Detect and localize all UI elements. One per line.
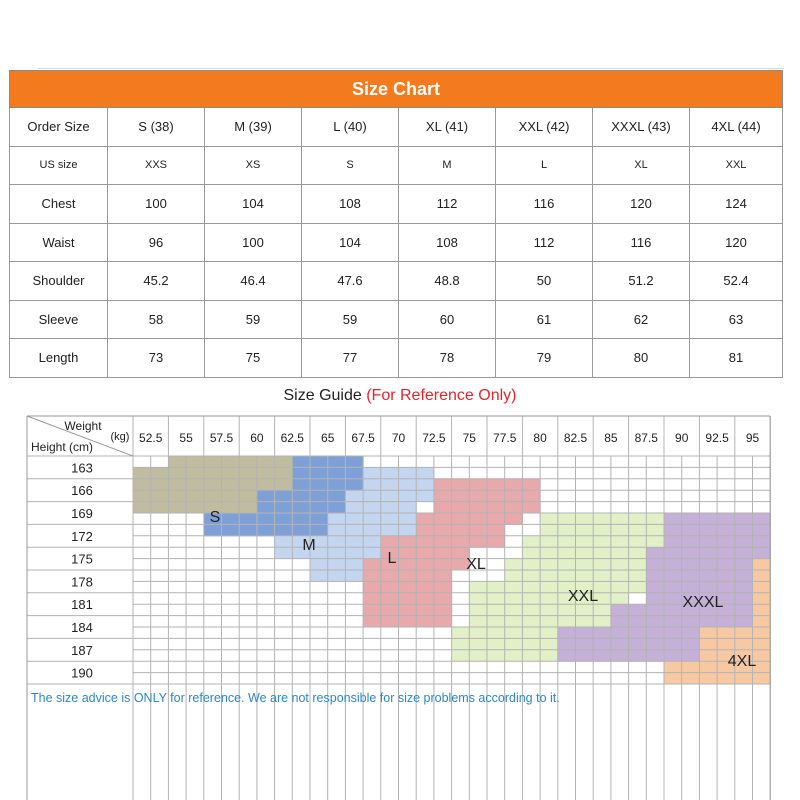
table-cell: 73 [108, 339, 205, 378]
header-cell: XXXL (43) [593, 108, 690, 147]
zone-fill [328, 513, 417, 525]
weight-tick-label: 67.5 [351, 431, 375, 445]
height-tick-label: 175 [71, 551, 93, 567]
table-cell: 78 [399, 339, 496, 378]
zone-fill [363, 604, 452, 616]
size-guide-title-text: Size Guide [283, 387, 362, 404]
height-tick-label: 184 [71, 620, 93, 635]
zone-label-l: L [387, 550, 397, 567]
table-cell: 104 [302, 223, 399, 262]
weight-tick-label: 85 [604, 431, 618, 445]
zone-fill [753, 581, 771, 593]
table-cell: 104 [205, 185, 302, 224]
weight-tick-label: 62.5 [280, 431, 304, 445]
zone-fill [363, 570, 452, 582]
header-cell: L (40) [302, 108, 399, 147]
table-cell: L [496, 146, 593, 185]
table-cell: 108 [399, 223, 496, 262]
table-cell: 48.8 [399, 262, 496, 301]
row-label: Shoulder [10, 262, 108, 301]
table-cell: M [399, 146, 496, 185]
weight-tick-label: 95 [745, 431, 760, 445]
zone-fill [753, 604, 771, 616]
zone-fill [257, 490, 346, 502]
table-cell: 45.2 [108, 262, 205, 301]
disclaimer-note: The size advice is ONLY for reference. We are not responsible for size problems according to it. [31, 691, 560, 705]
row-label: US size [10, 146, 108, 185]
table-cell: 47.6 [302, 262, 399, 301]
zone-fill [753, 616, 771, 628]
table-cell: 116 [496, 185, 593, 224]
table-cell: 50 [496, 262, 593, 301]
table-cell: 79 [496, 339, 593, 378]
table-cell: 59 [302, 300, 399, 339]
header-cell: M (39) [205, 108, 302, 147]
weight-tick-label: 65 [321, 431, 335, 445]
table-cell: 77 [302, 339, 399, 378]
weight-tick-label: 87.5 [634, 431, 658, 445]
zone-label-xxl: XXL [567, 588, 599, 605]
size-chart-title: Size Chart [10, 71, 783, 108]
table-cell: 96 [108, 223, 205, 262]
weight-tick-label: 55 [179, 431, 193, 445]
height-tick-label: 190 [71, 665, 93, 681]
zone-fill [469, 593, 629, 605]
size-guide-subtitle: (For Reference Only) [366, 387, 517, 404]
weight-tick-label: 57.5 [209, 431, 234, 445]
table-cell: 58 [108, 300, 205, 339]
table-cell: S [302, 146, 399, 185]
header-cell: Order Size [10, 108, 108, 147]
weight-tick-label: 77.5 [493, 431, 517, 445]
weight-axis-label: Weight [64, 419, 102, 433]
height-axis-label: Height (cm) [31, 440, 94, 454]
table-cell: 61 [496, 300, 593, 339]
zone-fill [753, 593, 771, 605]
table-cell: 112 [399, 185, 496, 224]
table-cell: 46.4 [205, 262, 302, 301]
table-cell: 59 [205, 300, 302, 339]
zone-fill [345, 490, 434, 502]
zone-fill [363, 593, 452, 605]
zone-fill [257, 502, 346, 514]
weight-tick-label: 70 [391, 431, 406, 445]
zone-label-4xl: 4XL [727, 653, 757, 670]
table-cell: XL [593, 146, 690, 185]
header-cell: 4XL (44) [690, 108, 783, 147]
table-cell: 51.2 [593, 262, 690, 301]
table-cell: 62 [593, 300, 690, 339]
row-label: Waist [10, 223, 108, 262]
zone-label-s: S [209, 509, 221, 526]
zone-label-xl: XL [466, 556, 486, 573]
zone-fill [363, 581, 452, 593]
zone-fill [363, 616, 452, 628]
row-label: Length [10, 339, 108, 378]
zone-fill [753, 570, 771, 582]
table-cell: 100 [205, 223, 302, 262]
header-cell: XL (41) [399, 108, 496, 147]
zone-fill [310, 559, 364, 571]
table-cell: XXL [690, 146, 783, 185]
zone-label-m: M [302, 537, 316, 554]
weight-tick-label: 92.5 [705, 431, 729, 445]
table-cell: XS [205, 146, 302, 185]
height-tick-label: 169 [71, 506, 93, 521]
height-tick-label: 181 [71, 597, 93, 613]
height-tick-label: 166 [71, 483, 93, 499]
height-tick-label: 187 [71, 642, 93, 658]
table-cell: 120 [690, 223, 783, 262]
weight-tick-label: 80 [533, 431, 547, 445]
table-cell: 116 [593, 223, 690, 262]
zone-fill [416, 524, 505, 536]
table-cell: 52.4 [690, 262, 783, 301]
zone-fill [133, 479, 293, 491]
height-tick-label: 163 [71, 460, 93, 476]
row-label: Sleeve [10, 300, 108, 339]
zone-fill [328, 524, 417, 536]
zone-label-xxxl: XXXL [682, 594, 724, 611]
zone-fill [310, 570, 364, 582]
header-cell: XXL (42) [496, 108, 593, 147]
height-tick-label: 178 [71, 574, 93, 590]
weight-tick-label: 75 [462, 431, 476, 445]
table-cell: 75 [205, 339, 302, 378]
weight-tick-label: 90 [675, 431, 689, 445]
table-cell: 100 [108, 185, 205, 224]
table-cell: 60 [399, 300, 496, 339]
table-cell: 80 [593, 339, 690, 378]
weight-tick-label: 82.5 [563, 431, 588, 445]
weight-tick-label: 72.5 [422, 431, 446, 445]
height-tick-label: 172 [71, 528, 93, 544]
table-cell: 108 [302, 185, 399, 224]
weight-tick-label: 52.5 [139, 431, 163, 445]
table-cell: 124 [690, 185, 783, 224]
zone-fill [753, 559, 771, 571]
table-cell: 120 [593, 185, 690, 224]
table-cell: XXS [108, 146, 205, 185]
header-cell: S (38) [108, 108, 205, 147]
table-cell: 63 [690, 300, 783, 339]
table-cell: 81 [690, 339, 783, 378]
weight-unit-label: (kg) [110, 431, 130, 443]
weight-tick-label: 60 [250, 431, 264, 445]
table-cell: 112 [496, 223, 593, 262]
row-label: Chest [10, 185, 108, 224]
zone-fill [133, 467, 293, 479]
